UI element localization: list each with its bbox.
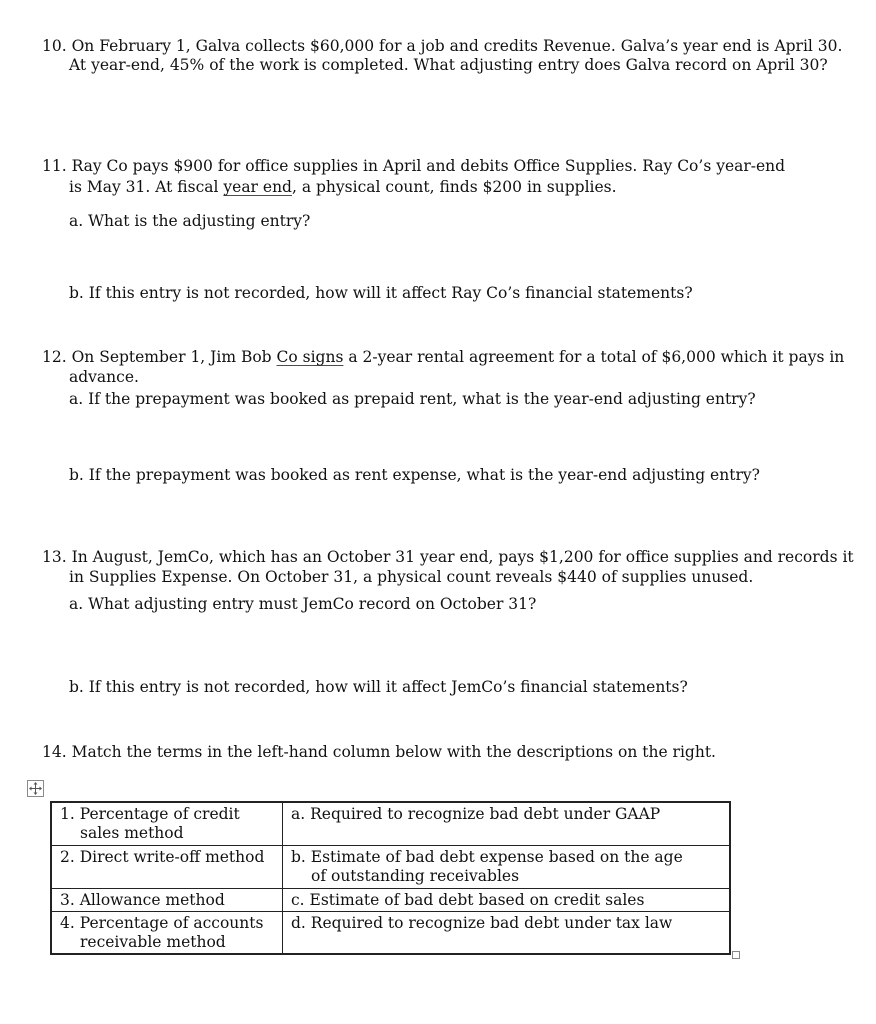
q12-line1: 12. On September 1, Jim Bob Co signs a 2-year rental agreement for a total of $6,000 which it pays in <box>42 348 845 366</box>
matching-table <box>50 801 731 955</box>
q10-line1: 10. On February 1, Galva collects $60,000 for a job and credits Revenue. Galva’s year end is April 30. <box>42 37 843 55</box>
q11-part-b: b. If this entry is not recorded, how will it affect Ray Co’s financial statements? <box>69 284 693 302</box>
table-row <box>51 888 730 911</box>
q11-line2: is May 31. At fiscal year end, a physical count, finds $200 in supplies. <box>69 178 617 196</box>
table-cell-description: a. Required to recognize bad debt under GAAP <box>283 802 731 845</box>
table-row <box>51 845 730 888</box>
q11-part-a: a. What is the adjusting entry? <box>69 212 311 230</box>
table-row <box>51 802 730 845</box>
table-cell-term: 4. Percentage of accounts receivable method <box>51 911 283 954</box>
table-row <box>51 911 730 954</box>
table-cell-term: 2. Direct write-off method <box>51 845 283 888</box>
q13-line1: 13. In August, JemCo, which has an October 31 year end, pays $1,200 for office supplies and records it <box>42 548 854 566</box>
move-handle-icon[interactable] <box>27 780 44 797</box>
q14-prompt: 14. Match the terms in the left-hand column below with the descriptions on the right. <box>42 743 716 761</box>
q11-line1: 11. Ray Co pays $900 for office supplies in April and debits Office Supplies. Ray Co’s year-end <box>42 157 786 175</box>
table-cell-description: b. Estimate of bad debt expense based on the age of outstanding receivables <box>283 845 731 888</box>
q12-spellcheck-underline: Co signs <box>276 348 344 366</box>
q13-part-a: a. What adjusting entry must JemCo record on October 31? <box>69 595 537 613</box>
q12-part-b: b. If the prepayment was booked as rent expense, what is the year-end adjusting entry? <box>69 466 760 484</box>
q13-line2: in Supplies Expense. On October 31, a physical count reveals $440 of supplies unused. <box>69 568 754 586</box>
table-resize-handle[interactable] <box>732 951 740 959</box>
q10-line2: At year-end, 45% of the work is completed. What adjusting entry does Galva record on April 30? <box>69 56 828 74</box>
table-cell-term: 1. Percentage of credit sales method <box>51 802 283 845</box>
q12-line2: advance. <box>69 368 139 386</box>
move-arrows-icon <box>28 781 43 796</box>
q12-part-a: a. If the prepayment was booked as prepaid rent, what is the year-end adjusting entry? <box>69 390 756 408</box>
table-cell-term: 3. Allowance method <box>51 888 283 911</box>
table-cell-description: c. Estimate of bad debt based on credit sales <box>283 888 731 911</box>
table-cell-description: d. Required to recognize bad debt under tax law <box>283 911 731 954</box>
q13-part-b: b. If this entry is not recorded, how will it affect JemCo’s financial statements? <box>69 678 688 696</box>
q11-spellcheck-underline: year end <box>223 178 292 196</box>
